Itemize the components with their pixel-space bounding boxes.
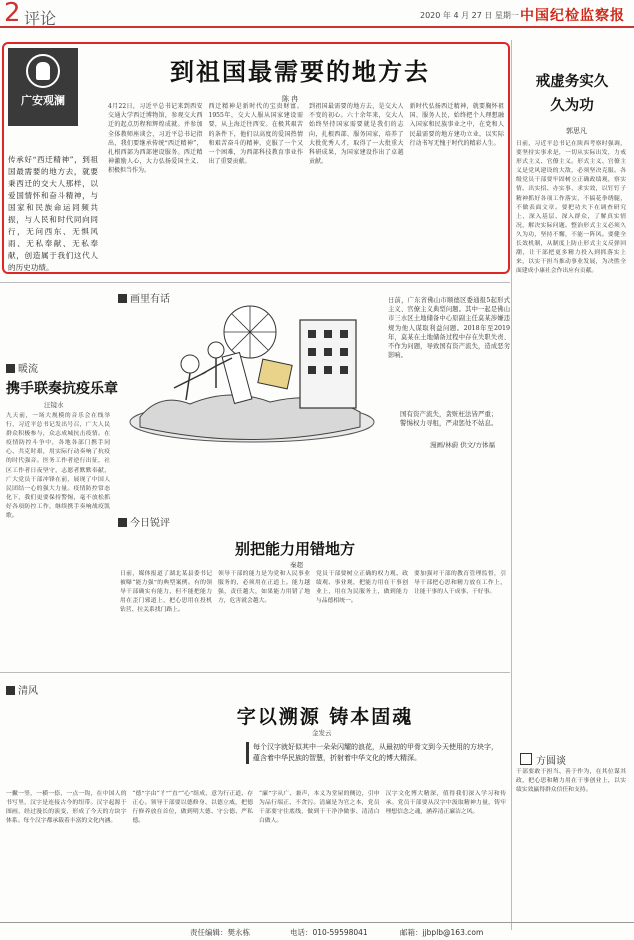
- footer-email: 邮箱：jjbplb@163.com: [400, 928, 484, 937]
- middle-article-body: [120, 570, 506, 662]
- bottom-paragraph: “廉”字从广、兼声，本义为堂屋的侧边，引申为品行端正、不贪污。清廉是为官之本，党员干部要守住底线，做到干干净净做事、清清白白做人。: [259, 791, 380, 825]
- feature-body: [108, 102, 504, 268]
- column-divider: [511, 40, 512, 930]
- issue-date: 2020 年 4 月 27 日 星期一: [420, 11, 519, 20]
- left-section-tag: 暖流: [6, 360, 38, 375]
- right-article-title[interactable]: 戒虚务实久久为功: [535, 73, 609, 114]
- feature-paragraph: 新时代弘扬西迁精神，就要胸怀祖国、服务人民，始终把个人理想融入国家和民族事业之中，在党和人民最需要的地方建功立业，以实际行动书写无愧于时代的精彩人生。: [409, 103, 504, 147]
- left-article-author: 汪镜水: [44, 401, 64, 409]
- masthead: 中国纪检监察报: [520, 8, 625, 24]
- fang-section-tag: 方圆谈: [520, 752, 566, 767]
- bottom-article-title[interactable]: 字以溯源 铸本固魂: [236, 706, 414, 728]
- feature-author: 陈 冉: [282, 95, 299, 103]
- feature-paragraph: 到祖国最需要的地方去，是交大人不变的初心。六十余年来，交大人始终坚持国家需要就是我们的志向，扎根西部、服务国家，培养了大批优秀人才，取得了一大批重大科研成果，为国家建设作出了卓越贡献。: [309, 103, 404, 166]
- cartoon-image: [120, 292, 384, 452]
- middle-article-title[interactable]: 别把能力用错地方: [234, 540, 355, 558]
- portrait-icon: [26, 54, 60, 88]
- fang-article-body: 干部要敢于担当、善于作为，在其位谋其政，把心思和精力用在干事创业上，以实绩实效赢得群众信任和支持。: [516, 769, 626, 794]
- bottom-article-pullquote: 每个汉字就好似其中一朵朵闪耀的浪花，从最初的甲骨文到今天使用的方块字，蕴含着中华民族的智慧，折射着中华文化的博大精深。: [246, 742, 502, 764]
- right-article-author: 郭思凡: [566, 127, 587, 135]
- bottom-paragraph: 一撇一竖，一横一捺，一点一钩，在中国人的书写里，汉字是连接古今的纽带。汉字起源于图画，经过漫长的演变，形成了今天的方块字体系。每个汉字都承载着丰富的文化内涵。: [6, 791, 127, 825]
- middle-paragraph: 日前，媒体报道了湖北某县委书记被曝“能力强”的典型案例。有的领导干部确实有能力，但不能把能力用在歪门邪道上，把心思用在投机钻营、拉关系找门路上。: [120, 571, 212, 614]
- middle-paragraph: 领导干部的能力是为党和人民事业服务的，必须用在正道上。能力越强，责任越大，如果能力用错了地方，危害就会越大。: [218, 571, 310, 605]
- bottom-article-author: 金发云: [312, 729, 332, 737]
- divider: [0, 672, 510, 673]
- cartoon-credit: 漫画/林蔚 供文/方体福: [430, 441, 495, 449]
- cartoon-verse: 国有资产流失，贪赃枉法皆严重； 警惕权力寻租，严肃惩处不姑息。: [400, 410, 498, 427]
- bottom-paragraph: “德”字由“彳”“直”“心”组成，意为行正道、存正心。领导干部要以德修身、以德立威，把德行修养放在首位，做到明大德、守公德、严私德。: [132, 791, 253, 825]
- feature-lead: 传承好“西迁精神”，到祖国最需要的地方去，就要秉西迁的交大人那样，以爱国情怀和奋斗精神，与国家和民族命运同频共振，与人民和时代同向同行，无问西东、无惧风雨、无私奉献、无私奉献，创造属于我们这代人的历史功绩。: [8, 155, 98, 272]
- page-header: [0, 0, 634, 28]
- column-label: 广安观澜: [21, 94, 65, 107]
- page-number: 2: [4, 0, 21, 28]
- feature-title[interactable]: 到祖国最需要的地方去: [170, 57, 430, 86]
- middle-paragraph: 党员干部要树立正确的权力观、政绩观、事业观，把能力用在干事创业上，用在为民服务上，做到能力与品德相统一。: [316, 571, 408, 605]
- section-name: 评论: [24, 9, 57, 28]
- right-article-body: 日前，习近平总书记在陕西考察时强调，要坚持实事求是，一切从实际出发，力戒形式主义、官僚主义。形式主义、官僚主义是党风建设的大敌，必须坚决克服。各级党员干部要牢固树立正确政绩观，察实情、出实招、办实事、求实效，以钉钉子精神抓好各项工作落实，不搞花拳绣腿，不做表面文章。要把功夫下在调查研究上，深入基层、深入群众，了解真实情况，解决实际问题。整治形式主义必须久久为功，坚持不懈，不能一阵风。要健全长效机制，从制度上防止形式主义反弹回潮，让干部把更多精力投入到抓落实上来，以实干担当推动事业发展，为决胜全面建成小康社会作出应有贡献。: [516, 141, 626, 275]
- left-article-title[interactable]: 携手联奏抗疫乐章: [6, 381, 118, 397]
- feature-paragraph: 4月22日，习近平总书记来到西安交通大学西迁博物馆，参观交大西迁的起点历程和辉煌成就。并参加全体教师座谈会，习近平总书记指出，我们要继承传统“西迁精神”，扎根西部为西部建设服务。西迁精神激励人心，大力弘扬爱国主义、积极担当作为。: [108, 103, 203, 175]
- divider: [0, 282, 510, 283]
- page-footer: [0, 922, 634, 940]
- feature-paragraph: 西迁精神是新时代的宝贵财富。1955年，交大人服从国家建设需要，从上海迁往西安。在极其艰苦的条件下，他们以高度的爱国热情和艰苦奋斗的精神，克服了一个又一个困难，为西部科技教育事业作出了重要贡献。: [208, 103, 303, 166]
- middle-paragraph: 要加强对干部的教育管理监督，引导干部把心思和精力放在工作上，让能干事的人干成事、干好事。: [414, 571, 506, 596]
- cartoon-caption: 日前，广东省佛山市顺德区委通报5起形式主义、官僚主义典型问题。其中一起是佛山市三水区土地储备中心原副主任莫某涉嫌违规为他人谋取利益问题。2018年至2019年，莫某在土地储备过程中存在失职失责、不作为问题，导致国有资产流失，造成恶劣影响。: [388, 297, 510, 360]
- bottom-paragraph: 汉字文化博大精深，值得我们深入学习和传承。党员干部要从汉字中汲取精神力量，铸牢理想信念之魂，涵养清正廉洁之风。: [385, 791, 506, 816]
- cartoon-section-tag: 画里有话: [118, 290, 170, 305]
- middle-article-author: 秦超: [290, 561, 303, 569]
- bottom-section-tag: 清风: [6, 682, 38, 697]
- left-article-body: 九天前，一场大规模的音乐会在线举行，习近平总书记发出号召，广大人民群众积极参与，众志成城抗击疫情。在疫情防控斗争中，各地各部门携手同心、共克时艰，用实际行动奏响了抗疫的时代强音。医务工作者逆行出征，社区工作者日夜坚守，志愿者默默奉献，广大党员干部冲锋在前，展现了中国人民团结一心的强大力量。疫情防控常态化下，我们更要保持警惕，毫不放松抓好各项防控工作，继续携手奏响战疫凯歌。: [6, 413, 110, 520]
- footer-phone: 电话：010-59598041: [290, 928, 368, 937]
- footer-editor: 责任编辑：樊永栋: [190, 928, 250, 937]
- middle-section-tag: 今日锐评: [118, 514, 170, 529]
- column-logo: [8, 48, 78, 126]
- bottom-article-body: [6, 790, 506, 918]
